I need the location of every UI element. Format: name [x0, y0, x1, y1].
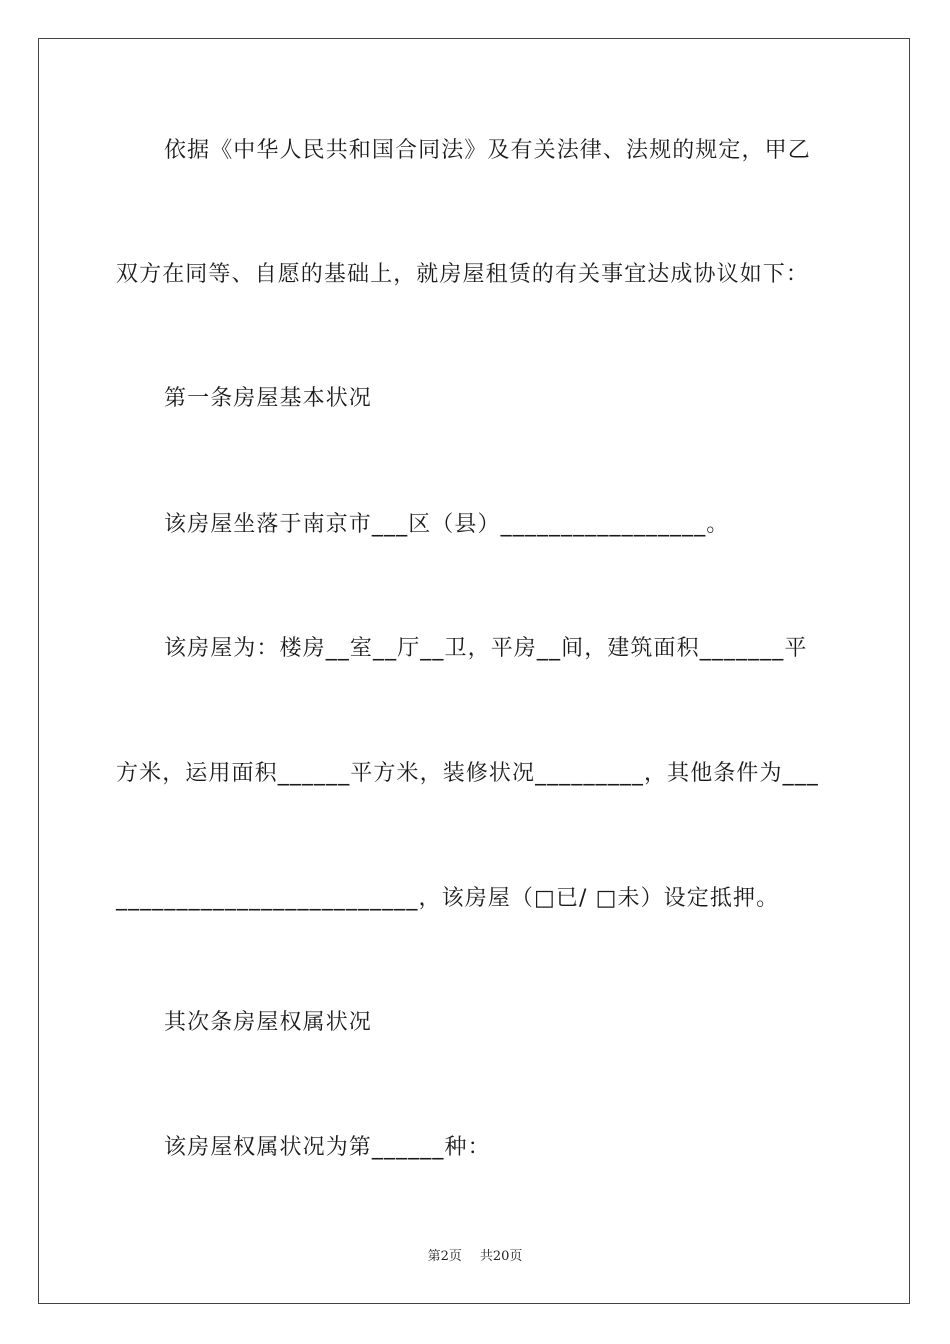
paragraph-line-1: 依据《中华人民共和国合同法》及有关法律、法规的规定，甲乙 [164, 138, 811, 163]
section-heading-2: 其次条房屋权属状况 [164, 1010, 372, 1035]
section-heading-1: 第一条房屋基本状况 [164, 386, 372, 411]
page-footer [0, 1248, 950, 1266]
paragraph-line-7: 该房屋权属状况为第______种： [164, 1135, 491, 1160]
paragraph-line-2: 双方在同等、自愿的基础上，就房屋租赁的有关事宜达成协议如下： [116, 262, 810, 287]
page-border [38, 38, 910, 1304]
page-total: 共20页 [479, 1249, 523, 1264]
paragraph-line-5: 方米，运用面积______平方米，装修状况_________，其他条件为___ [116, 761, 819, 786]
paragraph-line-3: 该房屋坐落于南京市___区（县）_________________。 [164, 512, 730, 537]
paragraph-line-6: _________________________，该房屋（□已/ □未）设定抵押。 [116, 886, 780, 911]
page-number: 第2页 [427, 1249, 462, 1264]
paragraph-line-4: 该房屋为：楼房__室__厅__卫，平房__间，建筑面积_______平 [164, 636, 808, 661]
